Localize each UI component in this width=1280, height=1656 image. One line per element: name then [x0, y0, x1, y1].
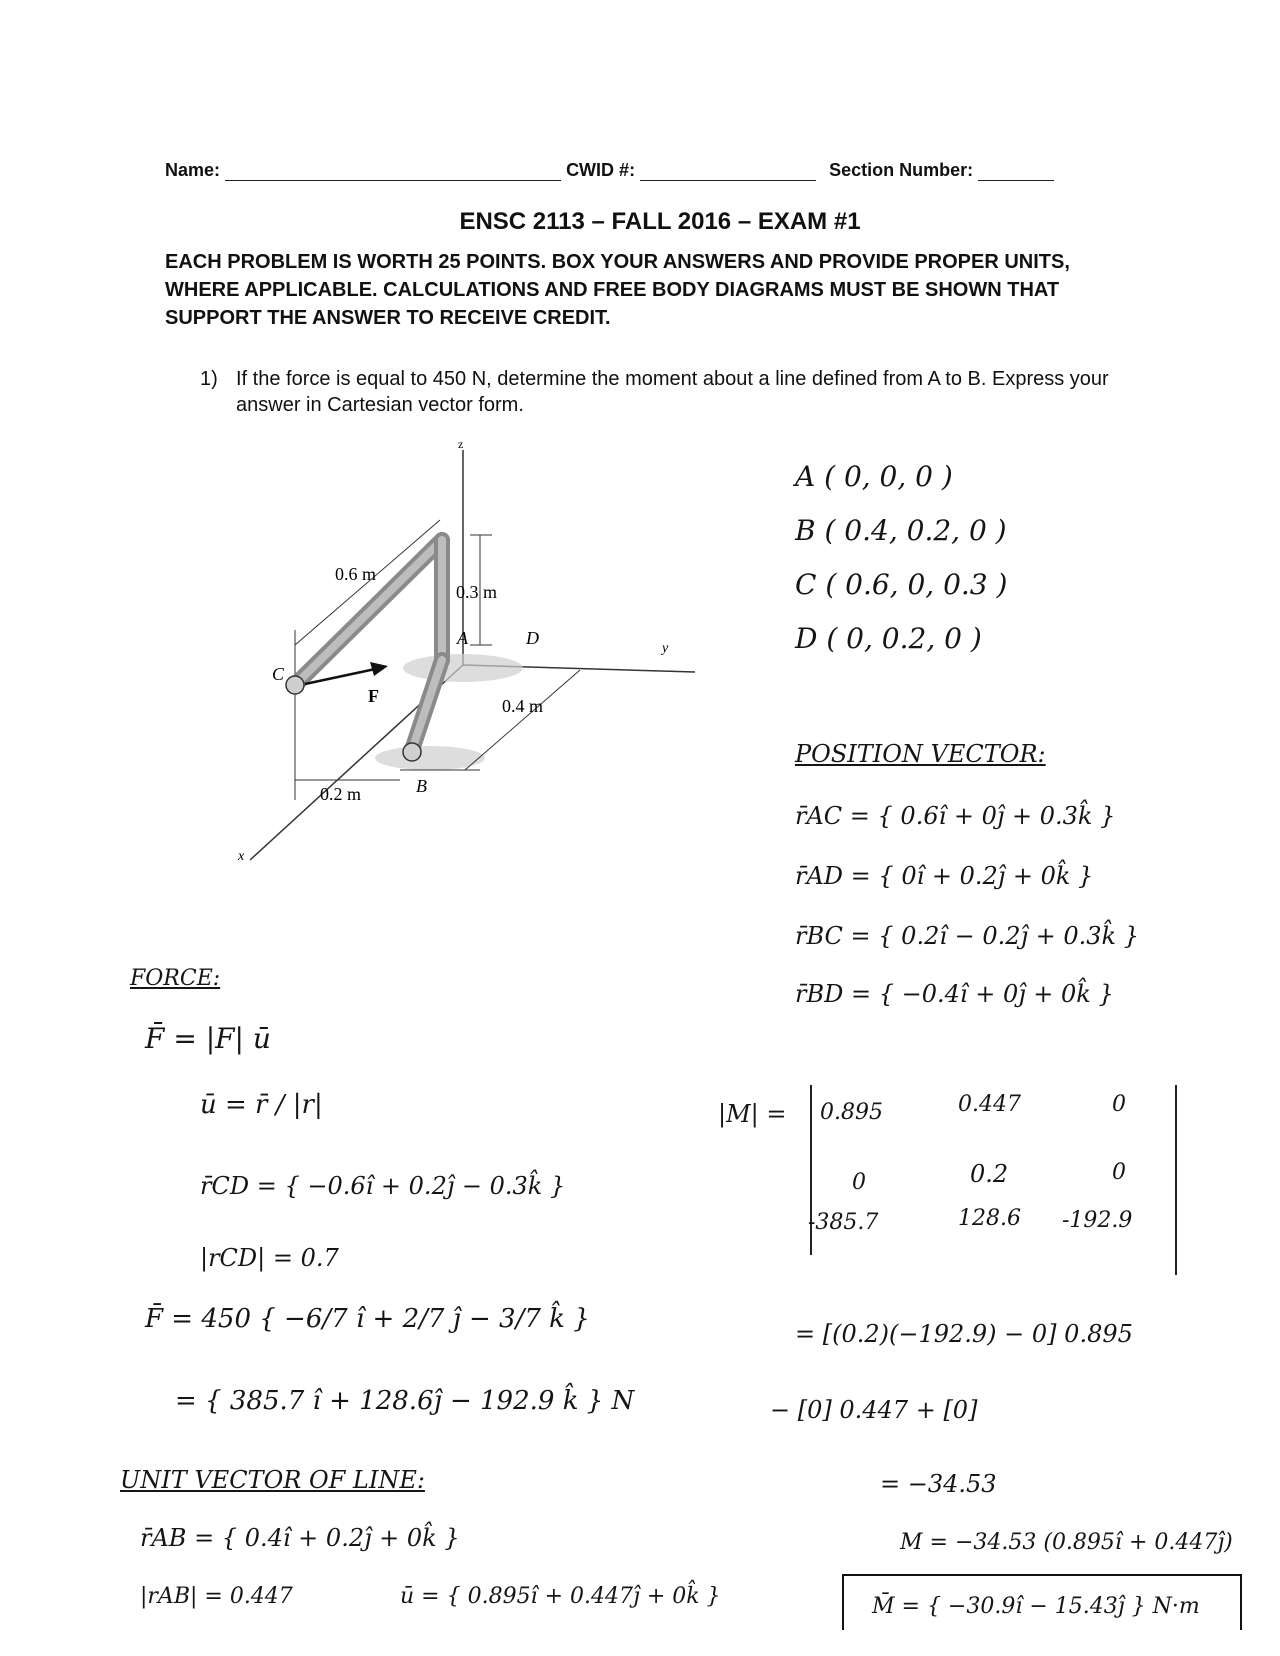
force-eq-6: = { 385.7 î + 128.6ĵ − 192.9 k̂ } N: [175, 1386, 635, 1416]
moment-label: |M| =: [718, 1100, 787, 1128]
matrix-r3c3: -192.9: [1062, 1208, 1133, 1233]
unit-vector-u: ū = { 0.895î + 0.447ĵ + 0k̂ }: [400, 1584, 721, 1609]
moment-step-2: − [0] 0.447 + [0]: [770, 1396, 978, 1424]
ground-shade-a: [403, 654, 523, 682]
label-z: z: [458, 440, 464, 451]
point-c: [286, 676, 304, 694]
matrix-r1c1: 0.895: [820, 1100, 883, 1125]
unit-vector-mag: |rAB| = 0.447: [140, 1584, 293, 1609]
coord-c: C ( 0.6, 0, 0.3 ): [795, 568, 1008, 601]
position-vector-ac: r̄AC = { 0.6î + 0ĵ + 0.3k̂ }: [795, 802, 1116, 830]
problem-statement: [200, 366, 1160, 418]
matrix-r2c2: 0.2: [970, 1160, 1009, 1188]
force-heading: FORCE:: [130, 966, 221, 991]
unit-vector-heading: UNIT VECTOR OF LINE:: [120, 1466, 425, 1494]
problem-number: 1): [200, 368, 218, 390]
matrix-r1c3: 0: [1112, 1092, 1126, 1117]
coord-b: B ( 0.4, 0.2, 0 ): [795, 514, 1007, 547]
dim-06: 0.6 m: [335, 564, 377, 584]
force-arrowhead: [370, 662, 388, 676]
label-a: A: [457, 628, 468, 648]
force-eq-4: |rCD| = 0.7: [200, 1244, 339, 1272]
force-eq-1: F̄ = |F| ū: [145, 1022, 271, 1055]
coord-d: D ( 0, 0.2, 0 ): [795, 622, 982, 655]
exam-instructions: EACH PROBLEM IS WORTH 25 POINTS. BOX YOUR ANSWERS AND PROVIDE PROPER UNITS, WHERE APPLICABLE. CALCULATIONS AND FREE BODY DIAGRAMS MUST BE SHOWN THAT SUPPORT THE ANSWER TO RECEIVE CREDIT.: [165, 251, 1070, 329]
label-y: y: [662, 641, 669, 656]
section-field[interactable]: [978, 164, 1054, 181]
position-vector-ad: r̄AD = { 0î + 0.2ĵ + 0k̂ }: [795, 862, 1094, 890]
matrix-r3c1: -385.7: [808, 1210, 879, 1235]
position-vector-bc: r̄BC = { 0.2î − 0.2ĵ + 0.3k̂ }: [795, 922, 1139, 950]
point-b: [403, 743, 421, 761]
matrix-r2c1: 0: [852, 1170, 866, 1195]
label-x: x: [238, 849, 245, 864]
section-label: Section Number:: [829, 160, 974, 180]
matrix-r1c2: 0.447: [958, 1092, 1021, 1117]
unit-vector-rab: r̄AB = { 0.4î + 0.2ĵ + 0k̂ }: [140, 1524, 460, 1552]
dim-03: 0.3 m: [456, 582, 498, 602]
dim-02: 0.2 m: [320, 784, 362, 804]
matrix-bar-right: [1175, 1085, 1177, 1275]
dim-04: 0.4 m: [502, 696, 544, 716]
name-label: Name:: [165, 160, 221, 180]
moment-step-4: M = −34.53 (0.895î + 0.447ĵ): [900, 1530, 1233, 1555]
label-c: C: [272, 664, 285, 684]
frame-diagram: [230, 440, 710, 910]
moment-step-1: = [(0.2)(−192.9) − 0] 0.895: [795, 1320, 1133, 1348]
problem-text: If the force is equal to 450 N, determine the moment about a line defined from A to B. Express your answer in Cartesian vector form.: [236, 368, 1109, 416]
force-eq-3: r̄CD = { −0.6î + 0.2ĵ − 0.3k̂ }: [200, 1172, 566, 1200]
answer-box: M̄ = { −30.9î − 15.43ĵ } N·m: [842, 1574, 1242, 1630]
label-f: F: [368, 686, 379, 706]
label-b: B: [416, 776, 427, 796]
exam-title: ENSC 2113 – FALL 2016 – EXAM #1: [459, 208, 861, 235]
matrix-r2c3: 0: [1112, 1160, 1126, 1185]
cwid-label: CWID #:: [566, 160, 636, 180]
force-eq-2: ū = r̄ / |r|: [200, 1090, 323, 1120]
coord-a: A ( 0, 0, 0 ): [795, 460, 953, 493]
position-vector-bd: r̄BD = { −0.4î + 0ĵ + 0k̂ }: [795, 980, 1114, 1008]
position-vector-heading: POSITION VECTOR:: [795, 740, 1046, 768]
moment-step-3: = −34.53: [880, 1470, 997, 1498]
force-eq-5: F̄ = 450 { −6/7 î + 2/7 ĵ − 3/7 k̂ }: [145, 1304, 590, 1334]
label-d: D: [526, 628, 539, 648]
name-field[interactable]: [225, 164, 561, 181]
matrix-r3c2: 128.6: [958, 1206, 1021, 1231]
cwid-field[interactable]: [640, 164, 816, 181]
exam-header: [165, 160, 1054, 181]
